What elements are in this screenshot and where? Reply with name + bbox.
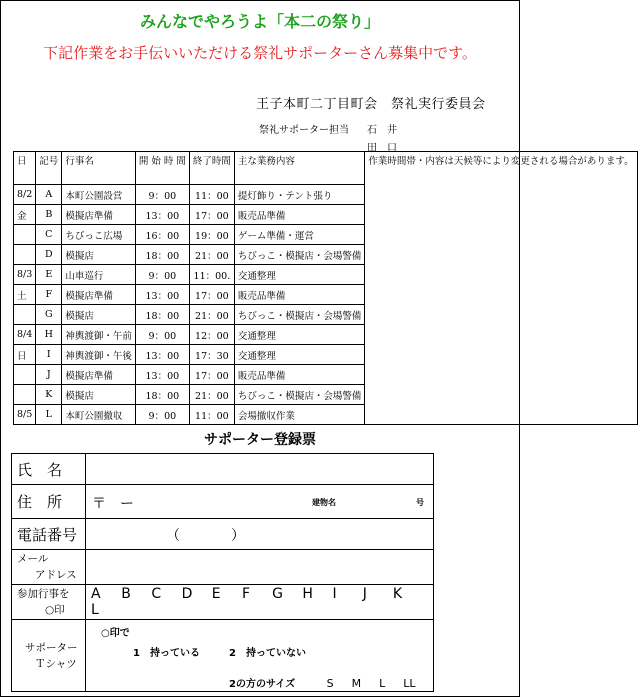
event-code-option[interactable]: J	[362, 586, 367, 602]
name-row	[12, 454, 434, 485]
phone-paren-close: ）	[231, 528, 245, 544]
events-row	[12, 585, 434, 620]
row-end: 19：00	[189, 225, 234, 245]
row-code: E	[36, 265, 62, 285]
header-end: 終了時間	[189, 152, 234, 185]
row-task: 交通整理	[234, 325, 365, 345]
row-start: 16：00	[135, 225, 189, 245]
address-row	[12, 485, 434, 519]
row-day	[14, 305, 36, 325]
row-task: ちびっこ・模擬店・会場警備	[234, 385, 365, 405]
row-start: 18：00	[135, 385, 189, 405]
event-code-option[interactable]: E	[211, 586, 221, 602]
tshirt-option-have[interactable]: 1 持っている	[133, 648, 200, 659]
row-end: 17：30	[189, 345, 234, 365]
tshirt-row	[12, 620, 434, 692]
row-end: 17：00	[189, 365, 234, 385]
row-code: A	[36, 185, 62, 205]
row-code: L	[36, 405, 62, 425]
event-code-option[interactable]: G	[272, 586, 283, 602]
header-start: 開 始 時 間	[135, 152, 189, 185]
schedule-header-row	[14, 152, 638, 185]
row-task: 交通整理	[234, 265, 365, 285]
row-task: 会場撤収作業	[234, 405, 365, 425]
organization-name: 王子本町二丁目町会 祭礼実行委員会	[256, 97, 486, 112]
schedule-note: 作業時間帯・内容は天候等により変更される場合があります。	[365, 152, 637, 425]
row-day: 日	[14, 345, 36, 365]
row-event: 模擬店	[62, 385, 136, 405]
registration-title: サポーター登録票	[204, 432, 316, 448]
name-label: 氏 名	[12, 454, 86, 485]
row-code: F	[36, 285, 62, 305]
row-start: 9：00	[135, 325, 189, 345]
row-event: 本町公園撤収	[62, 405, 136, 425]
row-code: K	[36, 385, 62, 405]
event-code-option[interactable]: F	[241, 586, 250, 602]
row-event: 本町公園設営	[62, 185, 136, 205]
email-label	[12, 550, 86, 585]
header-task: 主な業務内容	[234, 152, 365, 185]
row-event: 模擬店	[62, 305, 136, 325]
phone-label: 電話番号	[12, 519, 86, 550]
address-label: 住 所	[12, 485, 86, 519]
row-task: 提灯飾り・テント張り	[234, 185, 365, 205]
size-label: 2の方のサイズ	[229, 679, 296, 690]
row-task: ちびっこ・模擬店・会場警備	[234, 245, 365, 265]
row-event: 神輿渡御・午前	[62, 325, 136, 345]
row-day	[14, 245, 36, 265]
email-row	[12, 550, 434, 585]
events-label-line2: ○印	[45, 604, 65, 616]
tshirt-label-line1: サポーター	[25, 641, 78, 654]
header-day: 日	[14, 152, 36, 185]
header-event: 行事名	[62, 152, 136, 185]
building-label: 建物名	[312, 498, 336, 507]
size-option[interactable]: S	[326, 677, 334, 690]
row-end: 11：00	[189, 185, 234, 205]
tshirt-option-need[interactable]: 2 持っていない	[229, 648, 306, 659]
event-code-option[interactable]: B	[121, 586, 131, 602]
row-start: 18：00	[135, 245, 189, 265]
phone-paren-open: （	[166, 528, 180, 544]
row-end: 11：00	[189, 405, 234, 425]
size-option[interactable]: M	[351, 677, 362, 690]
row-day: 金	[14, 205, 36, 225]
contact-name: 石 井	[367, 125, 397, 136]
event-code-option[interactable]: H	[302, 586, 313, 602]
row-day	[14, 225, 36, 245]
row-end: 17：00	[189, 205, 234, 225]
recruitment-message: 下記作業をお手伝いいただける祭礼サポーターさん募集中です。	[43, 44, 477, 62]
row-end: 12：00	[189, 325, 234, 345]
email-label-line2: アドレス	[35, 569, 77, 581]
email-field[interactable]	[86, 550, 434, 585]
phone-field[interactable]	[86, 519, 434, 550]
schedule-table	[13, 151, 638, 425]
room-number-label: 号	[416, 498, 424, 507]
event-code-option[interactable]: A	[91, 586, 101, 602]
row-task: ゲーム準備・運営	[234, 225, 365, 245]
row-event: 模擬店準備	[62, 365, 136, 385]
row-start: 18：00	[135, 305, 189, 325]
events-label-line1: 参加行事を	[17, 588, 70, 600]
event-code-choices	[86, 585, 434, 620]
row-start: 9：00	[135, 405, 189, 425]
tshirt-instruction: ○印で	[101, 628, 130, 639]
row-day	[14, 385, 36, 405]
row-end: 21：00	[189, 385, 234, 405]
row-end: 21：00	[189, 245, 234, 265]
flyer-title: みんなでやろうよ「本二の祭り」	[139, 12, 380, 31]
row-start: 9：00	[135, 265, 189, 285]
row-code: G	[36, 305, 62, 325]
events-label	[12, 585, 86, 620]
row-event: 山車巡行	[62, 265, 136, 285]
row-code: J	[36, 365, 62, 385]
row-day	[14, 365, 36, 385]
row-task: ちびっこ・模擬店・会場警備	[234, 305, 365, 325]
row-day: 8/3	[14, 265, 36, 285]
event-code-option[interactable]: L	[91, 602, 99, 618]
row-code: C	[36, 225, 62, 245]
row-end: 11：00.	[189, 265, 234, 285]
row-task: 販売品準備	[234, 205, 365, 225]
row-event: 神輿渡御・午後	[62, 345, 136, 365]
row-start: 13：00	[135, 345, 189, 365]
row-event: 模擬店準備	[62, 285, 136, 305]
row-event: 模擬店準備	[62, 205, 136, 225]
tshirt-field	[86, 620, 434, 692]
event-code-option[interactable]: C	[151, 586, 162, 602]
phone-row	[12, 519, 434, 550]
tshirt-label	[12, 620, 86, 692]
size-option[interactable]: L	[379, 677, 386, 690]
row-task: 販売品準備	[234, 365, 365, 385]
row-day: 8/2	[14, 185, 36, 205]
row-start: 13：00	[135, 365, 189, 385]
row-day: 8/5	[14, 405, 36, 425]
row-start: 13：00	[135, 285, 189, 305]
address-field[interactable]	[86, 485, 434, 519]
tshirt-size-choices	[229, 675, 416, 690]
registration-form	[11, 453, 434, 692]
row-event: 模擬店	[62, 245, 136, 265]
postal-code-mark: 〒 ー	[92, 496, 134, 512]
row-code: I	[36, 345, 62, 365]
event-code-option[interactable]: I	[332, 586, 337, 602]
event-code-option[interactable]: K	[392, 586, 403, 602]
row-end: 21：00	[189, 305, 234, 325]
row-code: D	[36, 245, 62, 265]
row-start: 13：00	[135, 205, 189, 225]
header-code: 記号	[36, 152, 62, 185]
email-label-line1: メール	[17, 553, 49, 565]
row-day: 8/4	[14, 325, 36, 345]
row-task: 交通整理	[234, 345, 365, 365]
row-event: ちびっこ広場	[62, 225, 136, 245]
row-code: H	[36, 325, 62, 345]
row-task: 販売品準備	[234, 285, 365, 305]
event-code-option[interactable]: D	[181, 586, 193, 602]
name-field[interactable]	[86, 454, 434, 485]
size-option[interactable]: LL	[403, 677, 416, 690]
row-end: 17：00	[189, 285, 234, 305]
contact-name: 田 口	[367, 143, 397, 154]
row-code: B	[36, 205, 62, 225]
tshirt-label-line2: Ｔシャツ	[35, 657, 77, 670]
contact-role: 祭礼サポーター担当	[259, 125, 349, 136]
row-day: 土	[14, 285, 36, 305]
row-start: 9：00	[135, 185, 189, 205]
